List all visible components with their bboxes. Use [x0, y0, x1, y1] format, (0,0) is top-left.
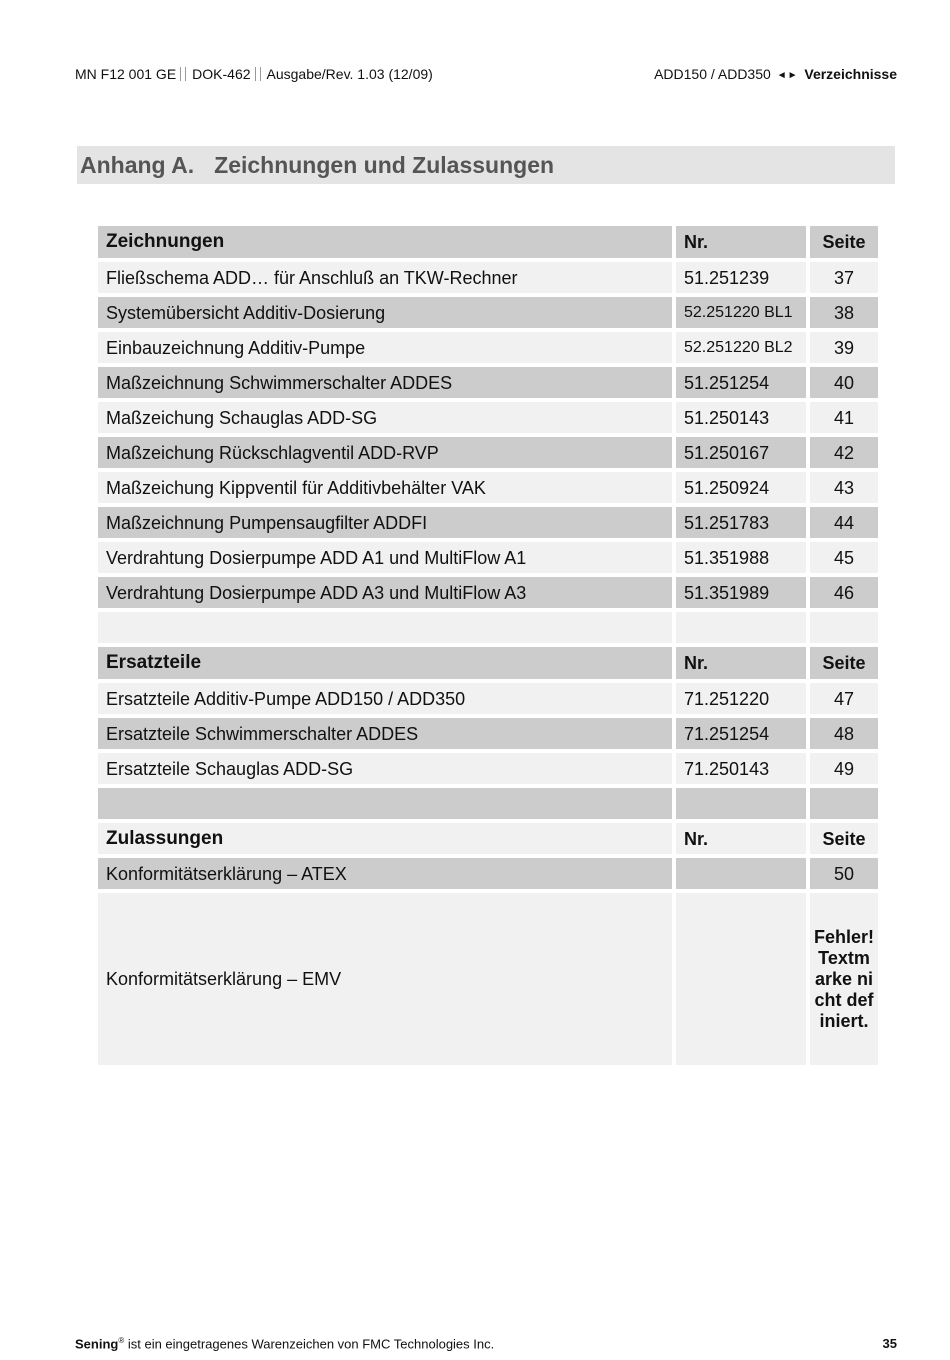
drawing-title: Maßzeichung Rückschlagventil ADD-RVP: [98, 437, 672, 468]
doc-id: DOK-462: [192, 66, 251, 82]
appendix-label: Anhang A.: [80, 152, 195, 178]
header-cell-seite: Seite: [810, 647, 878, 679]
header-cell-seite: Seite: [810, 823, 878, 854]
table-row: [98, 367, 878, 398]
drawing-number: 52.251220 BL1: [676, 297, 806, 328]
page-ref: 44: [810, 507, 878, 538]
nav-arrows-icon: ◄►: [776, 70, 799, 81]
header-left: [75, 66, 433, 82]
drawing-number: 51.251254: [676, 367, 806, 398]
table-row: [98, 402, 878, 433]
appendix-title: [77, 146, 895, 184]
table-spacer-row: [98, 788, 878, 819]
part-number: 71.251220: [676, 683, 806, 714]
drawing-title: Einbauzeichnung Additiv-Pumpe: [98, 332, 672, 363]
drawing-number: 51.351989: [676, 577, 806, 608]
header-cell: Ersatzteile: [98, 647, 672, 679]
header-cell: Zulassungen: [98, 823, 672, 854]
drawing-title: Maßzeichung Kippventil für Additivbehälter VAK: [98, 472, 672, 503]
page-ref: 46: [810, 577, 878, 608]
table-header-zulassungen: [98, 823, 878, 854]
table-row: [98, 577, 878, 608]
drawing-title: Maßzeichnung Pumpensaugfilter ADDFI: [98, 507, 672, 538]
part-title: Ersatzteile Additiv-Pumpe ADD150 / ADD350: [98, 683, 672, 714]
appendix-table: [94, 222, 882, 1069]
table-row: [98, 262, 878, 293]
product-name: ADD150 / ADD350: [654, 66, 771, 82]
table-row: [98, 507, 878, 538]
approval-title: Konformitätserklärung – ATEX: [98, 858, 672, 889]
header-cell: Zeichnungen: [98, 226, 672, 258]
drawing-number: 51.251783: [676, 507, 806, 538]
drawing-number: 52.251220 BL2: [676, 332, 806, 363]
page-ref: 39: [810, 332, 878, 363]
drawing-title: Systemübersicht Additiv-Dosierung: [98, 297, 672, 328]
page-ref-error: Fehler! Textmarke nicht definiert.: [810, 893, 878, 1065]
page-header: [75, 66, 897, 86]
page-ref: 43: [810, 472, 878, 503]
page-ref: 45: [810, 542, 878, 573]
trademark-notice: [75, 1336, 494, 1351]
header-cell-nr: Nr.: [676, 823, 806, 854]
drawing-title: Maßzeichnung Schwimmerschalter ADDES: [98, 367, 672, 398]
page-ref: 47: [810, 683, 878, 714]
part-title: Ersatzteile Schwimmerschalter ADDES: [98, 718, 672, 749]
page-ref: 49: [810, 753, 878, 784]
header-right: [654, 66, 897, 82]
approval-number: [676, 893, 806, 1065]
doc-code: MN F12 001 GE: [75, 66, 177, 82]
table-spacer-row: [98, 612, 878, 643]
part-number: 71.250143: [676, 753, 806, 784]
drawing-title: Verdrahtung Dosierpumpe ADD A1 und MultiFlow A1: [98, 542, 672, 573]
table-row: [98, 753, 878, 784]
table-row: [98, 893, 878, 1065]
table-row: [98, 437, 878, 468]
table-row: [98, 858, 878, 889]
appendix-heading: Zeichnungen und Zulassungen: [214, 152, 555, 178]
table-row: [98, 683, 878, 714]
page-ref: 38: [810, 297, 878, 328]
page-number: 35: [882, 1336, 897, 1351]
section-name: Verzeichnisse: [804, 66, 897, 82]
header-cell-seite: Seite: [810, 226, 878, 258]
drawing-title: Maßzeichung Schauglas ADD-SG: [98, 402, 672, 433]
header-cell-nr: Nr.: [676, 226, 806, 258]
part-title: Ersatzteile Schauglas ADD-SG: [98, 753, 672, 784]
table-row: [98, 472, 878, 503]
page-ref: 48: [810, 718, 878, 749]
header-separator: [255, 67, 261, 81]
revision: Ausgabe/Rev. 1.03 (12/09): [266, 66, 433, 82]
part-number: 71.251254: [676, 718, 806, 749]
drawing-number: 51.250924: [676, 472, 806, 503]
drawing-number: 51.251239: [676, 262, 806, 293]
registered-mark: ®: [118, 1336, 125, 1345]
table-header-zeichnungen: [98, 226, 878, 258]
drawing-title: Verdrahtung Dosierpumpe ADD A3 und MultiFlow A3: [98, 577, 672, 608]
page-footer: [75, 1336, 897, 1354]
drawing-title: Fließschema ADD… für Anschluß an TKW-Rechner: [98, 262, 672, 293]
table-row: [98, 332, 878, 363]
brand-name: Sening: [75, 1336, 119, 1352]
table-row: [98, 297, 878, 328]
drawing-number: 51.250143: [676, 402, 806, 433]
drawing-number: 51.250167: [676, 437, 806, 468]
approval-number: [676, 858, 806, 889]
table-header-ersatzteile: [98, 647, 878, 679]
trademark-text: ist ein eingetragenes Warenzeichen von FMC Technologies Inc.: [124, 1336, 495, 1352]
approval-title: Konformitätserklärung – EMV: [98, 893, 672, 1065]
header-separator: [180, 67, 186, 81]
table-row: [98, 542, 878, 573]
header-cell-nr: Nr.: [676, 647, 806, 679]
table-row: [98, 718, 878, 749]
page-ref: 37: [810, 262, 878, 293]
page-ref: 40: [810, 367, 878, 398]
page-ref: 50: [810, 858, 878, 889]
drawing-number: 51.351988: [676, 542, 806, 573]
page-ref: 42: [810, 437, 878, 468]
page-ref: 41: [810, 402, 878, 433]
